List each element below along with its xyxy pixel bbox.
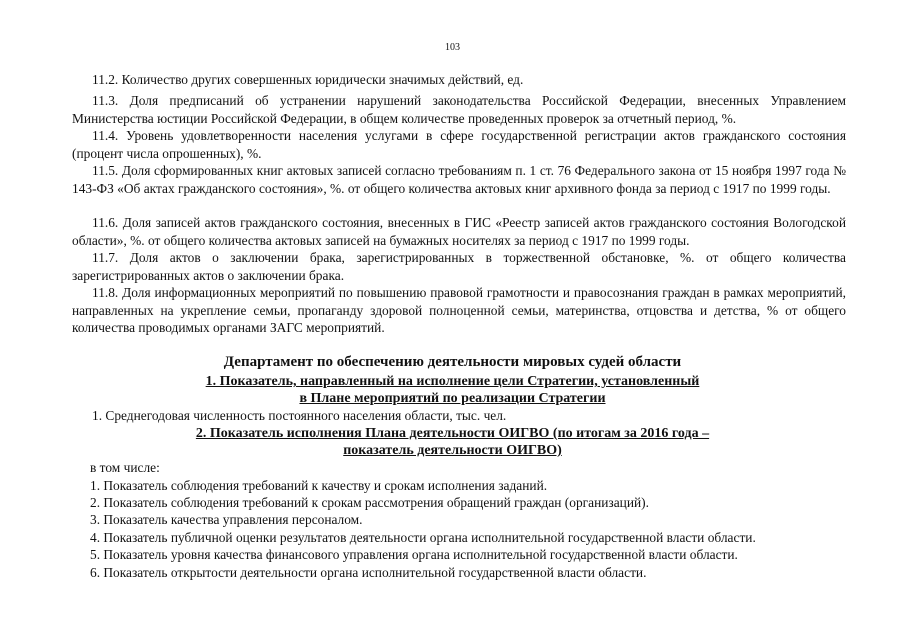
section2-heading-line1: 2. Показатель исполнения Плана деятельности ОИГВО (по итогам за 2016 года – [195,426,710,441]
item-11-3: 11.3. Доля предписаний об устранении нарушений законодательства Российской Федерации, внесенных Управлением Министерства юстиции Российской Федерации, в общем количестве проведенных проверок за отчетный период, %. [72,93,846,126]
item-11-4: 11.4. Уровень удовлетворенности населения услугами в сфере государственной регистрации актов гражданского состояния (процент числа опрошенных), %. [72,128,846,161]
section1-item: 1. Среднегодовая численность постоянного населения области, тыс. чел. [92,408,507,423]
item-11-2: 11.2. Количество других совершенных юридически значимых действий, ед. [92,72,524,87]
item-11-8: 11.8. Доля информационных мероприятий по повышению правовой грамотности и правосознания граждан в рамках мероприятий, направленных на укрепление семьи, пропаганду здоровой полноценной семьи, материнства, отцовства и детства, % от общего количества проводимых органами ЗАГС мероприятий. [72,285,846,335]
item-11-6: 11.6. Доля записей актов гражданского состояния, внесенных в ГИС «Реестр записей актов гражданского состояния Вологодской области», %. от общего количества актовых записей на бумажных носителях за период с 1917 по 1999 годы. [72,215,846,248]
section2-heading-line2: показатель деятельности ОИГВО) [343,443,562,458]
section2-intro: в том числе: [90,460,160,475]
section1-heading-line1: 1. Показатель, направленный на исполнение цели Стратегии, установленный [205,374,700,389]
section2-item-5: 5. Показатель уровня качества финансового управления органа исполнительной государственной власти области. [90,547,738,562]
page-number: 103 [445,42,460,53]
section1-heading-line2: в Плане мероприятий по реализации Стратегии [299,391,606,406]
section2-item-1: 1. Показатель соблюдения требований к качеству и срокам исполнения заданий. [90,478,548,493]
item-11-7: 11.7. Доля актов о заключении брака, зарегистрированных в торжественной обстановке, %. от общего количества зарегистрированных актов о заключении брака. [72,250,846,283]
department-title: Департамент по обеспечению деятельности мировых судей области [223,354,682,370]
section2-item-4: 4. Показатель публичной оценки результатов деятельности органа исполнительной государственной власти области. [90,530,756,545]
section2-item-3: 3. Показатель качества управления персоналом. [90,512,363,527]
section2-item-6: 6. Показатель открытости деятельности органа исполнительной государственной власти области. [90,565,647,580]
item-11-5: 11.5. Доля сформированных книг актовых записей согласно требованиям п. 1 ст. 76 Федерального закона от 15 ноября 1997 года № 143-ФЗ «Об актах гражданского состояния», %. от общего количества актовых книг архивного фонда за период с 1917 по 1999 годы. [72,163,846,196]
section2-item-2: 2. Показатель соблюдения требований к срокам рассмотрения обращений граждан (организаций). [90,495,649,510]
